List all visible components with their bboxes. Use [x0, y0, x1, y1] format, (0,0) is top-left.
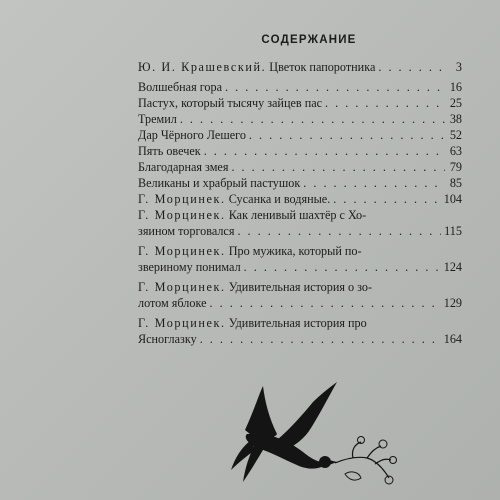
entry-title: Цветок папоротника — [269, 60, 376, 74]
toc-line — [138, 59, 462, 75]
toc-line — [138, 279, 462, 295]
toc-entry — [138, 243, 462, 275]
entry-page: 124 — [443, 260, 462, 274]
toc-entry — [138, 59, 462, 75]
entry-title-continued: зяином торговался — [138, 224, 235, 238]
toc-line — [138, 243, 462, 259]
entry-title-continued: звериному понимал — [138, 260, 241, 274]
entry-author: Г. Морцинек. — [138, 208, 226, 222]
entry-author: Г. Морцинек. — [138, 280, 226, 294]
entry-author: Г. Морцинек. — [138, 244, 226, 258]
toc-entry — [138, 95, 462, 111]
dot-leader — [200, 331, 441, 347]
toc-line — [138, 223, 462, 239]
dot-leader — [204, 143, 445, 159]
entry-title-continued: лотом яблоке — [138, 296, 207, 310]
entry-title: Про мужика, который по- — [228, 244, 362, 258]
entry-title: Как ленивый шахтёр с Хо- — [228, 208, 367, 222]
entry-author: Ю. И. Крашевский. — [138, 60, 267, 74]
toc-entry — [138, 111, 462, 127]
entry-title: Великаны и храбрый пастушок — [138, 176, 301, 190]
entry-page: 115 — [444, 224, 462, 238]
entry-page: 38 — [449, 112, 462, 126]
toc-entry — [138, 127, 462, 143]
toc-line — [138, 331, 462, 347]
dot-leader — [237, 223, 441, 239]
dot-leader — [303, 175, 445, 191]
toc-line — [138, 143, 462, 159]
dot-leader — [333, 191, 440, 207]
entry-page: 3 — [455, 60, 462, 74]
entry-page: 85 — [449, 176, 462, 190]
entry-page: 79 — [449, 160, 462, 174]
toc-line — [138, 259, 462, 275]
entry-title: Волшебная гора — [138, 80, 223, 94]
entry-page: 52 — [449, 128, 462, 142]
entry-title: Сусанка и водяные. — [228, 192, 331, 206]
toc-entry — [138, 207, 462, 239]
dot-leader — [244, 259, 441, 275]
toc-line — [138, 295, 462, 311]
toc-entry — [138, 143, 462, 159]
dot-leader — [210, 295, 441, 311]
toc-heading: СОДЕРЖАНИЕ — [261, 34, 357, 46]
toc-line — [138, 79, 462, 95]
swallow-with-flower-icon — [225, 378, 500, 500]
entry-page: 63 — [449, 144, 462, 158]
toc-line — [138, 111, 462, 127]
toc-entry — [138, 79, 462, 95]
toc-line — [138, 207, 462, 223]
entry-page: 16 — [449, 80, 462, 94]
dot-leader — [180, 111, 445, 127]
toc-entry — [138, 175, 462, 191]
entry-author: Г. Морцинек. — [138, 316, 226, 330]
entry-title: Пастух, который тысячу зайцев пас — [138, 96, 323, 110]
entry-page: 25 — [449, 96, 462, 110]
dot-leader — [378, 59, 445, 75]
toc-line — [138, 159, 462, 175]
entry-title: Пять овечек — [138, 144, 201, 158]
entry-title: Удивительная история про — [228, 316, 367, 330]
entry-title: Удивительная история о зо- — [228, 280, 373, 294]
entry-page: 129 — [443, 296, 462, 310]
toc-entry — [138, 159, 462, 175]
table-of-contents — [138, 59, 462, 347]
entry-title-continued: Ясноглазку — [138, 332, 197, 346]
entry-title: Благодарная змея — [138, 160, 229, 174]
entry-author: Г. Морцинек. — [138, 192, 226, 206]
toc-line — [138, 175, 462, 191]
toc-line — [138, 191, 462, 207]
toc-entry — [138, 191, 462, 207]
toc-entry — [138, 279, 462, 311]
dot-leader — [225, 79, 445, 95]
dot-leader — [231, 159, 445, 175]
dot-leader — [325, 95, 445, 111]
entry-title: Тремил — [138, 112, 177, 126]
entry-title: Дар Чёрного Лешего — [138, 128, 246, 142]
toc-line — [138, 127, 462, 143]
toc-line — [138, 95, 462, 111]
dot-leader — [249, 127, 445, 143]
entry-page: 104 — [443, 192, 462, 206]
toc-line — [138, 315, 462, 331]
entry-page: 164 — [443, 332, 462, 346]
toc-entry — [138, 315, 462, 347]
